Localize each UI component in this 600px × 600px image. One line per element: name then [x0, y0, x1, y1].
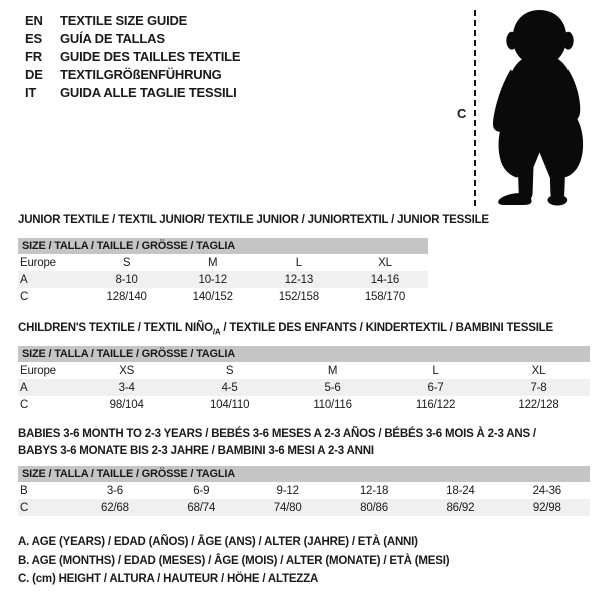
size-band-label: SIZE / TALLA / TAILLE / GRÖSSE / TAGLIA — [18, 238, 428, 254]
section-title-babies-line2: BABYS 3-6 MONATE BIS 2-3 JAHRE / BAMBINI 3-6 MESI A 2-3 ANNI — [18, 445, 374, 457]
size-cell: 104/110 — [209, 398, 250, 411]
size-header-cell: L — [432, 364, 439, 377]
section-title-subscript: /A — [212, 327, 221, 337]
language-row — [25, 48, 240, 66]
language-title: TEXTILGRÖßENFÜHRUNG — [60, 67, 222, 82]
row-label-cell: Europe — [20, 256, 56, 269]
language-title: TEXTILE SIZE GUIDE — [60, 13, 188, 28]
size-band-row — [18, 466, 590, 482]
language-row — [25, 30, 240, 48]
size-cell: 116/122 — [415, 398, 456, 411]
size-header-cell: XL — [378, 256, 392, 269]
size-cell: 68/74 — [158, 499, 244, 516]
language-row — [25, 84, 240, 102]
size-band-label: SIZE / TALLA / TAILLE / GRÖSSE / TAGLIA — [18, 346, 590, 362]
table-row — [18, 499, 590, 516]
footnote-b: B. AGE (MONTHS) / EDAD (MESES) / ÂGE (MOIS) / ALTER (MONATE) / ETÀ (MESI) — [18, 554, 450, 567]
language-guide — [25, 12, 240, 102]
size-cell: 122/128 — [518, 398, 559, 411]
language-code: FR — [25, 49, 42, 64]
footnotes — [18, 533, 449, 589]
table-row — [18, 271, 428, 288]
size-cell: 8-10 — [84, 271, 170, 288]
height-measure-line — [474, 10, 476, 206]
size-cell: 92/98 — [504, 499, 590, 516]
size-cell: 152/158 — [278, 290, 319, 303]
size-cell: 24-36 — [532, 484, 561, 497]
baby-silhouette-icon — [488, 8, 592, 206]
size-cell: 3-4 — [75, 379, 178, 396]
row-label-cell: A — [18, 271, 84, 288]
junior-size-table — [18, 238, 428, 305]
language-code: DE — [25, 67, 43, 82]
row-label-cell: C — [20, 290, 29, 303]
size-cell: 18-24 — [446, 484, 475, 497]
size-header-cell: S — [122, 256, 131, 269]
footnote-a: A. AGE (YEARS) / EDAD (AÑOS) / ÂGE (ANS) / ALTER (JAHRE) / ETÀ (ANNI) — [18, 536, 418, 548]
size-band-row — [18, 346, 590, 362]
size-cell: 14-16 — [342, 271, 428, 288]
language-title: GUÍA DE TALLAS — [60, 31, 165, 46]
size-header-cell: M — [208, 256, 218, 269]
babies-size-table — [18, 466, 590, 516]
language-code: IT — [25, 85, 37, 100]
table-header-row — [18, 362, 590, 379]
size-cell: 12-13 — [256, 271, 342, 288]
size-header-cell: S — [225, 364, 234, 377]
language-title: GUIDA ALLE TAGLIE TESSILI — [60, 85, 237, 100]
size-cell: 6-7 — [384, 379, 487, 396]
language-title: GUIDE DES TAILLES TEXTILE — [60, 49, 241, 64]
size-header-cell: XS — [119, 364, 135, 377]
row-label-cell: C — [18, 499, 72, 516]
table-row — [18, 379, 590, 396]
row-label-cell: B — [20, 484, 28, 497]
size-cell: 62/68 — [72, 499, 158, 516]
section-title-children — [18, 320, 553, 340]
language-row — [25, 12, 240, 30]
size-cell: 98/104 — [109, 398, 144, 411]
size-cell: 3-6 — [106, 484, 123, 497]
size-header-cell: M — [327, 364, 338, 377]
size-cell: 128/140 — [106, 290, 147, 303]
size-band-row — [18, 238, 428, 254]
language-code: ES — [25, 31, 42, 46]
size-cell: 10-12 — [170, 271, 256, 288]
size-header-cell: L — [295, 256, 302, 269]
size-cell: 74/80 — [244, 499, 330, 516]
size-cell: 140/152 — [192, 290, 233, 303]
size-cell: 7-8 — [487, 379, 590, 396]
size-cell: 9-12 — [276, 484, 299, 497]
size-cell: 6-9 — [193, 484, 210, 497]
table-header-row — [18, 254, 428, 271]
row-label-cell: C — [20, 398, 29, 411]
size-cell: 158/170 — [364, 290, 406, 303]
row-label-cell: Europe — [20, 364, 56, 377]
children-size-table — [18, 346, 590, 413]
size-cell: 80/86 — [331, 499, 417, 516]
row-label-cell: A — [18, 379, 75, 396]
section-title-junior: JUNIOR TEXTILE / TEXTIL JUNIOR/ TEXTILE JUNIOR / JUNIORTEXTIL / JUNIOR TESSILE — [18, 214, 489, 226]
section-title-text: / TEXTILE DES ENFANTS / KINDERTEXTIL / BAMBINI TESSILE — [220, 322, 553, 334]
size-cell: 5-6 — [281, 379, 384, 396]
table-row — [18, 288, 428, 305]
size-cell: 86/92 — [417, 499, 503, 516]
footnote-c: C. (cm) HEIGHT / ALTURA / HAUTEUR / HÖHE / ALTEZZA — [18, 573, 319, 585]
size-band-label: SIZE / TALLA / TAILLE / GRÖSSE / TAGLIA — [18, 466, 590, 482]
height-measure-label: C — [457, 106, 467, 121]
language-row — [25, 66, 240, 84]
size-cell: 110/116 — [313, 398, 352, 411]
size-cell: 12-18 — [359, 484, 389, 497]
section-title-babies-line1: BABIES 3-6 MONTH TO 2-3 YEARS / BEBÉS 3-6 MESES A 2-3 AÑOS / BÉBÉS 3-6 MOIS À 2-3 ANS / — [18, 428, 536, 440]
language-code: EN — [25, 13, 43, 28]
table-row — [18, 396, 590, 413]
section-title-text: CHILDREN'S TEXTILE / TEXTIL NIÑO — [18, 322, 213, 334]
size-cell: 4-5 — [178, 379, 281, 396]
table-row — [18, 482, 590, 499]
size-header-cell: XL — [531, 364, 546, 377]
baby-figure — [455, 6, 597, 208]
